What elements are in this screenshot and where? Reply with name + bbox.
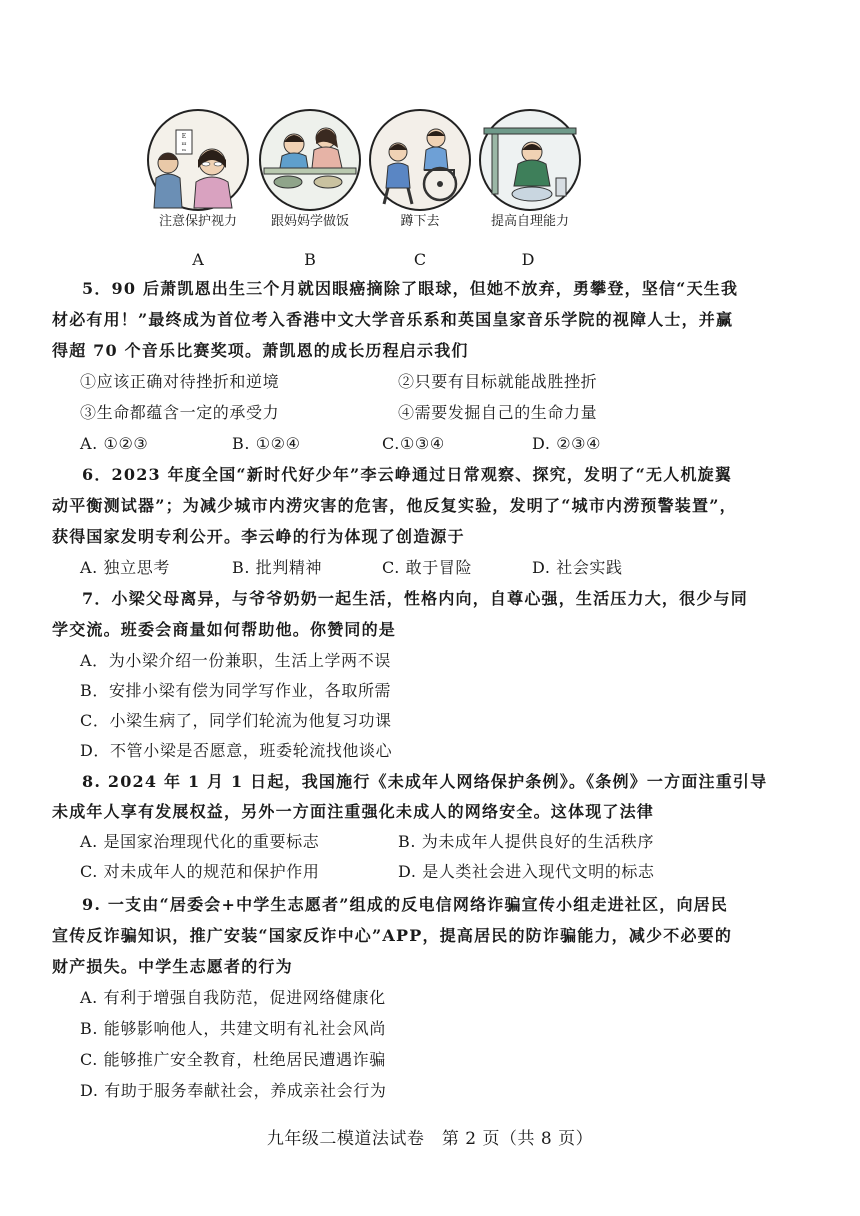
letter-b: B: [304, 250, 316, 269]
q8-option-c: C. 对未成年人的规范和保护作用: [80, 862, 320, 881]
q6-option-c: C. 敢于冒险: [382, 558, 473, 577]
letter-c: C: [413, 250, 427, 269]
letter-a: A: [192, 250, 204, 269]
letter-d: D: [521, 250, 535, 269]
illustration-b: [258, 108, 362, 212]
q9-stem-line-3: 财产损失。中学生志愿者的行为: [52, 957, 293, 976]
q6-stem-line-3: 获得国家发明专利公开。李云峥的行为体现了创造源于: [52, 527, 465, 546]
q5-stem-line-3: 得超 70 个音乐比赛奖项。萧凯恩的成长历程启示我们: [52, 341, 469, 360]
caption-c: 蹲下去: [400, 214, 440, 229]
q7-stem-line-2: 学交流。班委会商量如何帮助他。你赞同的是: [52, 620, 397, 639]
caption-d: 提高自理能力: [490, 214, 569, 229]
q5-statement-1: ①应该正确对待挫折和逆境: [80, 372, 280, 391]
page-footer: 九年级二模道法试卷 第 2 页（共 8 页）: [266, 1129, 594, 1149]
q5-statement-4: ④需要发掘自己的生命力量: [398, 403, 598, 422]
illustrations-row: [146, 108, 586, 269]
q5-statement-3: ③生命都蕴含一定的承受力: [80, 403, 280, 422]
q7-option-a: A．为小梁介绍一份兼职，生活上学两不误: [80, 651, 391, 670]
illustration-c: [368, 108, 472, 212]
cooking-illustration-icon: [258, 108, 362, 212]
q8-stem-line-1: 8. 2024 年 1 月 1 日起，我国施行《未成年人网络保护条例》。《条例》一方面注重引导: [82, 772, 768, 791]
eye-care-illustration-icon: [146, 108, 250, 212]
q9-stem-line-2: 宣传反诈骗知识，推广安装“国家反诈中心”APP，提高居民的防诈骗能力，减少不必要的: [52, 926, 733, 945]
q7-option-d: D．不管小梁是否愿意，班委轮流找他谈心: [80, 741, 393, 760]
q5-stem-line-1: 5．90 后萧凯恩出生三个月就因眼癌摘除了眼球，但她不放弃，勇攀登，坚信“天生我: [82, 279, 739, 298]
q6-option-a: A. 独立思考: [80, 558, 170, 577]
q5-option-c: C.①③④: [382, 434, 445, 453]
q5-option-a: A. ①②③: [80, 434, 149, 453]
q9-option-c: C. 能够推广安全教育，杜绝居民遭遇诈骗: [80, 1050, 386, 1069]
q7-option-c: C．小梁生病了，同学们轮流为他复习功课: [80, 711, 392, 730]
q6-stem-line-2: 动平衡测试器”；为减少城市内涝灾害的危害，他反复实验，发明了“城市内涝预警装置”，: [52, 496, 737, 515]
q8-option-a: A. 是国家治理现代化的重要标志: [80, 832, 320, 851]
q7-stem-line-1: 7．小梁父母离异，与爷爷奶奶一起生活，性格内向，自尊心强，生活压力大，很少与同: [82, 589, 748, 608]
illustration-d: [478, 108, 582, 212]
q5-option-b: B. ①②④: [232, 434, 301, 453]
q5-statement-2: ②只要有目标就能战胜挫折: [398, 372, 598, 391]
caption-b: 跟妈妈学做饭: [270, 214, 349, 229]
q8-option-b: B. 为未成年人提供良好的生活秩序: [398, 832, 655, 851]
caption-a: 注意保护视力: [158, 214, 237, 229]
svg-text:ш: ш: [181, 141, 187, 147]
q8-stem-line-2: 未成年人享有发展权益，另外一方面注重强化未成人的网络安全。这体现了法律: [52, 802, 655, 821]
svg-text:m: m: [182, 147, 186, 152]
q6-option-d: D. 社会实践: [532, 558, 623, 577]
q6-stem-line-1: 6．2023 年度全国“新时代好少年”李云峥通过日常观察、探究，发明了“无人机旋翼: [82, 465, 733, 484]
q5-option-d: D. ②③④: [532, 434, 602, 453]
svg-text:E: E: [181, 133, 187, 140]
q7-option-b: B．安排小梁有偿为同学写作业，各取所需: [80, 681, 392, 700]
q9-stem-line-1: 9. 一支由“居委会+中学生志愿者”组成的反电信网络诈骗宣传小组走进社区，向居民: [82, 895, 729, 914]
q8-option-d: D. 是人类社会进入现代文明的标志: [398, 862, 655, 881]
q6-option-b: B. 批判精神: [232, 558, 323, 577]
q9-option-b: B. 能够影响他人，共建文明有礼社会风尚: [80, 1019, 386, 1038]
q9-option-d: D. 有助于服务奉献社会，养成亲社会行为: [80, 1081, 387, 1100]
q5-stem-line-2: 材必有用！”最终成为首位考入香港中文大学音乐系和英国皇家音乐学院的视障人士，并赢: [52, 310, 734, 329]
illustration-a: [146, 108, 250, 212]
self-care-illustration-icon: [478, 108, 582, 212]
q9-option-a: A. 有利于增强自我防范，促进网络健康化: [80, 988, 386, 1007]
squat-down-illustration-icon: [368, 108, 472, 212]
